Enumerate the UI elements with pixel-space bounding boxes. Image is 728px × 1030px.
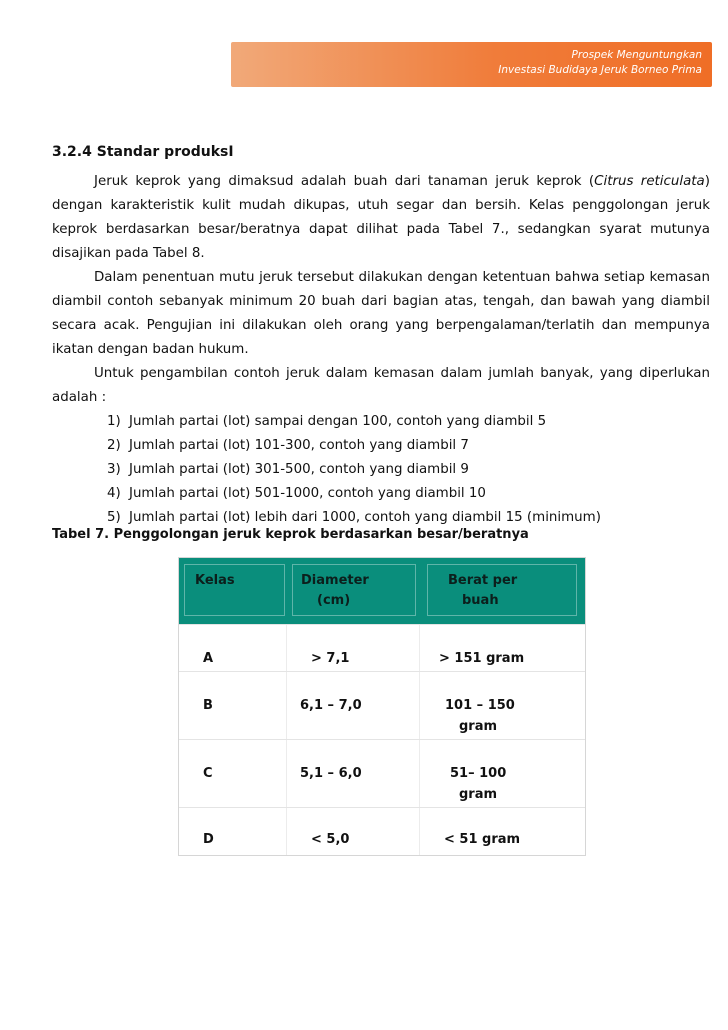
table-header (179, 558, 585, 624)
header-berat-line1: Berat per (448, 573, 518, 588)
header-line-1: Prospek Menguntungkan (571, 49, 702, 61)
header-title (498, 48, 702, 78)
table-row (179, 671, 585, 740)
cell-diameter: 6,1 – 7,0 (300, 698, 362, 713)
list-item (52, 458, 710, 482)
cell-berat: < 51 gram (444, 832, 521, 847)
cell-kelas: D (203, 832, 214, 847)
header-kelas (184, 564, 285, 616)
list-item-number: 2) (107, 438, 121, 453)
paragraph-1 (52, 170, 710, 266)
list-item-text: Jumlah partai (lot) sampai dengan 100, contoh yang diambil 5 (129, 414, 547, 429)
header-line-2: Investasi Budidaya Jeruk Borneo Prima (498, 64, 702, 76)
cell-diameter: < 5,0 (311, 832, 350, 847)
list-item (52, 434, 710, 458)
paragraph-1-species: Citrus reticulata (594, 174, 705, 189)
body-text (52, 170, 710, 530)
list-item-number: 4) (107, 486, 121, 501)
paragraph-2: Dalam penentuan mutu jeruk tersebut dilakukan dengan ketentuan bahwa setiap kemasan diambil contoh sebanyak minimum 20 buah dari bagian atas, tengah, dan bawah yang diambil secara acak. Pengujian ini dilakukan oleh orang yang berpengalaman/terlatih dan mempunya ikatan dengan badan hukum. (52, 270, 710, 357)
list-item-text: Jumlah partai (lot) lebih dari 1000, contoh yang diambil 15 (minimum) (129, 510, 601, 525)
header-banner (231, 42, 712, 87)
header-berat (427, 564, 577, 616)
list-item (52, 410, 710, 434)
cell-berat-unit: gram (459, 719, 498, 734)
header-diameter (292, 564, 416, 616)
cell-berat: > 151 gram (439, 651, 525, 666)
list-item-number: 5) (107, 510, 121, 525)
list-item-number: 1) (107, 414, 121, 429)
list-item-text: Jumlah partai (lot) 301-500, contoh yang diambil 9 (129, 462, 469, 477)
table-row (179, 624, 585, 672)
section-heading: 3.2.4 Standar produksI (52, 144, 234, 160)
sampling-list (52, 410, 710, 530)
table-row (179, 807, 585, 856)
cell-kelas: B (203, 698, 213, 713)
header-berat-line2: buah (462, 593, 499, 608)
paragraph-1-text-b: ) dengan karakteristik kulit mudah dikupas, utuh segar dan bersih. Kelas penggolongan jeruk keprok berdasarkan besar/beratnya dapat dilihat pada Tabel 7., sedangkan syarat mutunya disajikan pada Tabel 8. (52, 174, 710, 261)
header-diameter-line2: (cm) (317, 593, 351, 608)
cell-berat: 51– 100 (450, 766, 507, 781)
list-item (52, 482, 710, 506)
table-row (179, 739, 585, 808)
cell-diameter: > 7,1 (311, 651, 350, 666)
cell-kelas: A (203, 651, 214, 666)
cell-berat-unit: gram (459, 787, 498, 802)
grading-table (178, 557, 586, 856)
cell-kelas: C (203, 766, 213, 781)
header-kelas-label: Kelas (195, 573, 235, 588)
cell-berat: 101 – 150 (445, 698, 515, 713)
table-caption: Tabel 7. Penggolongan jeruk keprok berdasarkan besar/beratnya (52, 527, 529, 542)
paragraph-1-text-a: Jeruk keprok yang dimaksud adalah buah dari tanaman jeruk keprok ( (94, 174, 595, 189)
list-item-text: Jumlah partai (lot) 101-300, contoh yang diambil 7 (129, 438, 469, 453)
paragraph-3: Untuk pengambilan contoh jeruk dalam kemasan dalam jumlah banyak, yang diperlukan adalah : (52, 366, 710, 405)
cell-diameter: 5,1 – 6,0 (300, 766, 362, 781)
list-item-number: 3) (107, 462, 121, 477)
header-diameter-line1: Diameter (301, 573, 369, 588)
list-item-text: Jumlah partai (lot) 501-1000, contoh yang diambil 10 (129, 486, 486, 501)
